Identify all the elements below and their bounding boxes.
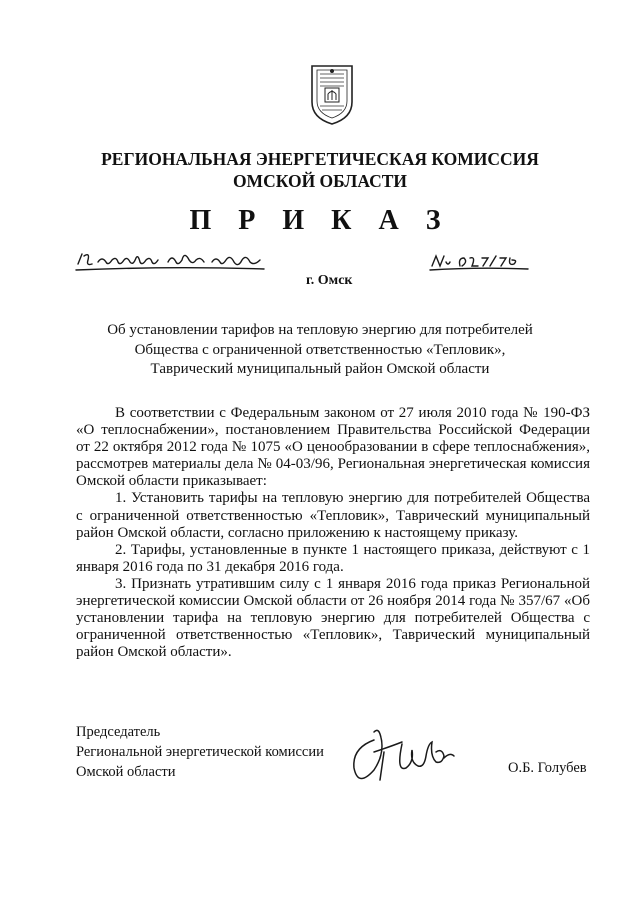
order-item-1: 1. Установить тарифы на тепловую энергию для потребителей Общества с ограниченной ответственностью «Тепловик», Таврический муниципальный район Омской области, согласно приложению к настоящему приказу. [76, 490, 590, 541]
organization-name-line1: РЕГИОНАЛЬНАЯ ЭНЕРГЕТИЧЕСКАЯ КОМИССИЯ [101, 149, 539, 169]
document-type-title: П Р И К А З [189, 205, 451, 236]
coat-of-arms-emblem-icon [308, 62, 356, 126]
signatory-title-line-3: Омской области [76, 764, 176, 780]
signatory-title [76, 722, 324, 782]
handwritten-date [72, 248, 268, 274]
signatory-name: О.Б. Голубев [508, 760, 587, 776]
subject-line-3: Таврический муниципальный район Омской области [150, 361, 490, 377]
handwritten-signature [344, 722, 460, 792]
signatory-title-line-2: Региональной энергетической комиссии [76, 744, 324, 760]
order-item-2: 2. Тарифы, установленные в пункте 1 настоящего приказа, действуют с 1 января 2016 года по 31 декабря 2016 года. [76, 541, 590, 575]
organization-name-line2: ОМСКОЙ ОБЛАСТИ [232, 171, 408, 191]
handwritten-order-number [428, 250, 532, 274]
subject-line-2: Общества с ограниченной ответственностью «Тепловик», [134, 341, 506, 358]
preamble-paragraph: В соответствии с Федеральным законом от 27 июля 2010 года № 190-ФЗ «О теплоснабжении», постановлением Правительства Российской Федерации от 22 октября 2012 года № 1075 «О ценообразовании в сфере теплоснабжения», рассмотрев материалы дела № 04-03/96, Региональная энергетическая комиссия Омской области приказывает: [76, 405, 590, 490]
subject-line-1: Об установлении тарифов на тепловую энергию для потребителей [107, 322, 533, 338]
order-subject [60, 321, 580, 380]
city-name: г. Омск [306, 273, 353, 288]
order-body [76, 405, 590, 661]
signatory-title-line-1: Председатель [76, 724, 161, 740]
order-item-3: 3. Признать утратившим силу с 1 января 2016 года приказ Региональной энергетической комиссии Омской области от 26 ноября 2014 года № 357/67 «Об установлении тарифа на тепловую энергию для потребителей Общества с ограниченной ответственностью «Тепловик», Таврический муниципальный район Омской области». [76, 575, 590, 661]
